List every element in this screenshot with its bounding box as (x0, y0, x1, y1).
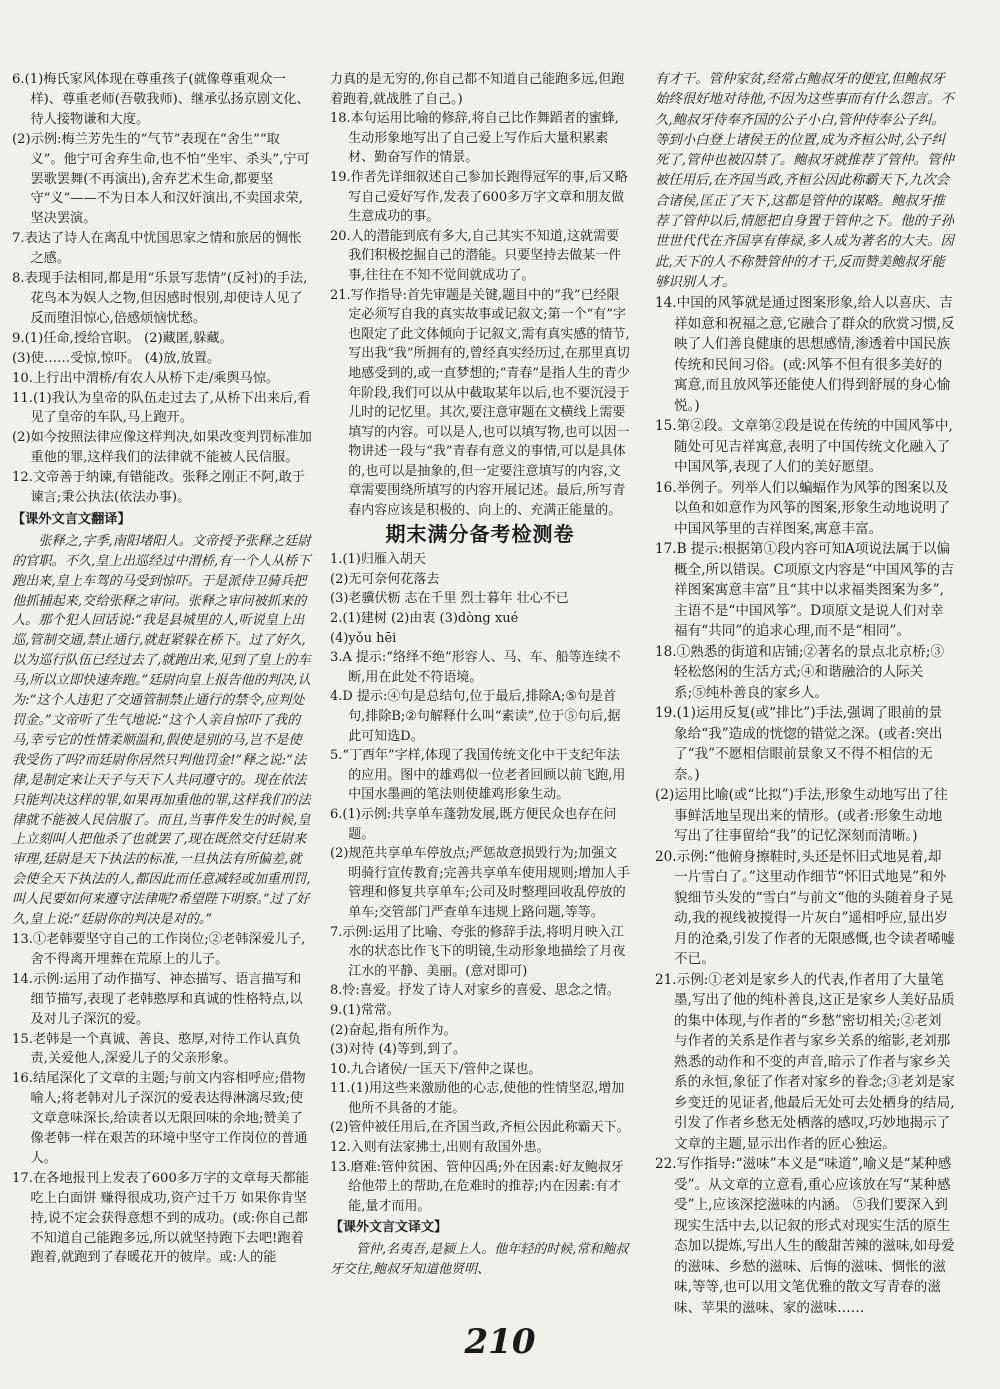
answer-item: 12.文帝善于纳谏,有错能改。张释之刚正不阿,敢于谏言;秉公执法(依法办事)。 (12, 470, 306, 506)
translation-paragraph: 管仲,名夷吾,是颍上人。他年轻的时候,常和鲍叔牙交往,鲍叔牙知道他贤明、 (330, 1242, 629, 1277)
answer-item: 17.B 提示:根据第①段内容可知A项说法属于以偏概全,所以错误。C项原文内容是“中国风筝的吉祥图案寓意丰富”且“其中以求福类图案为多”,主语不是“中国风筝”。D项原文是说人们对幸福有“共同”的追求心理,而不是“相同”。 (655, 541, 954, 640)
translation-label: 【课外文言文译文】 (330, 1220, 448, 1236)
answer-item: 19.(1)运用反复(或“排比”)手法,强调了眼前的景象给“我”造成的恍惚的错觉之深。(或者:突出了“我”不愿相信眼前景象又不得不相信的无奈。) (655, 705, 943, 783)
answer-item: 11.(1)我认为皇帝的队伍走过去了,从桥下出来后,看见了皇帝的车队,马上跑开。 (12, 390, 311, 426)
answer-item: 9.(1)常常。 (330, 1002, 400, 1018)
answer-item: 4.D 提示:④句是总结句,位于最后,排除A;⑤句是首句,排除B;②句解释什么叫“素读”,位于⑤句后,据此可知选D。 (330, 689, 621, 744)
column-middle (330, 70, 630, 1279)
answer-item: 8.表现手法相同,都是用“乐景写悲情”(反衬)的手法,花鸟本为娱人之物,但因感时恨别,却使诗人见了反而堕泪惊心,倍感烦恼忧愁。 (12, 271, 308, 326)
answer-item: 8.怜:喜爱。抒发了诗人对家乡的喜爱、思念之情。 (330, 983, 620, 999)
answer-item: (4)yǒu hēi (330, 630, 397, 646)
column-right (655, 70, 955, 1318)
answer-item: 2.(1)建树 (2)由衷 (3)dòng xué (330, 611, 519, 627)
answer-item: 22.写作指导:“滋味”本义是“味道”,喻义是“某种感受”。从文章的立意看,重心应该放在写“某种感受”上,应该深挖滋味的内涵。 ⑤我们要深入到现实生活中去,以记叙的形式对现实生活的原生态加以提炼,写出人生的酸甜苦辣的滋味,如母爱的滋味、乡愁的滋味、后悔的滋味、惆怅的滋味,等等,也可以用文笔优雅的散文写青春的滋味、苹果的滋味、家的滋味…… (655, 1156, 955, 1316)
answer-item: (2)示例:梅兰芳先生的“气节”表现在“舍生”“取义”。他宁可舍弃生命,也不怕“坐牢、杀头”,宁可罢歌罢舞(不再演出),舍弃艺术生命,都要坚守“义”——不为日本人和汉奸演出,不卖国求荣,坚决罢演。 (12, 131, 310, 227)
answer-item: 3.A 提示:“络绎不绝”形容人、马、车、船等连续不断,用在此处不符语境。 (330, 650, 621, 685)
answer-item: 6.(1)梅氏家风体现在尊重孩子(就像尊重观众一样)、尊重老师(吾敬我师)、继承弘扬京剧文化、待人接物谦和大度。 (12, 72, 310, 127)
answer-item: (2)管仲被任用后,在齐国当政,齐桓公因此称霸天下。 (330, 1120, 630, 1136)
section-title: 期末满分备考检测卷 (385, 521, 575, 546)
answer-item: 10.上行出中渭桥/有农人从桥下走/乘舆马惊。 (12, 370, 280, 386)
answer-item: 力真的是无穷的,你自己都不知道自己能跑多远,但跑着跑着,就战胜了自己。) (330, 72, 625, 107)
answer-item: 16.结尾深化了文章的主题;与前文内容相呼应;借物喻人;将老韩对儿子深沉的爱表达得淋漓尽致;使文章意味深长,给读者以无限回味的余地;赞美了像老韩一样在艰苦的环境中坚守工作岗位的普通人。 (12, 1071, 308, 1166)
answer-item: 11.(1)用这些来激励他的心志,使他的性情坚忍,增加他所不具备的才能。 (330, 1081, 625, 1116)
answer-item: (2)规范共享单车停放点;严惩故意损毁行为;加强文明骑行宣传教育;完善共享单车使用规则;增加人手管理和修复共享单车;公司及时整理回收乱停放的单车;交管部门严查单车违规上路问题,等等。 (330, 846, 630, 920)
column-left (12, 70, 312, 1268)
answer-item: 14.中国的风筝就是通过图案形象,给人以喜庆、吉祥如意和祝福之意,它融合了群众的欣赏习惯,反映了人们善良健康的思想感情,渗透着中国民族传统和民间习俗。(或:风筝不但有很多美好的寓意,而且放风筝还能使人们得到舒展的身心愉悦。) (655, 295, 955, 414)
answer-item: 21.写作指导:首先审题是关键,题目中的“我”已经限定必须写自我的真实故事或记叙文;第一个“有”字也限定了此文体倾向于记叙文,需有真实感的情节,写出我“我”所拥有的,曾经真实经历过,在那里真切地感受到的,或一直梦想的;“青春”是指人生的青少年阶段,我们可以从中截取某年以后,也不要沉浸于儿时的记忆里。其次,要注意审题在文横线上需要填写的内容。可以是人,也可以填写物,也可以因一物讲述一段与“我”青春有意义的事情,可以是具体的,也可以是抽象的,但一定要注意填写的内容,文章需要围绕所填写的内容开展记述。最后,所写青春内容应该是积极的、向上的、充满正能量的。 (330, 287, 630, 519)
answer-item: 9.(1)任命,授给官职。 (2)藏匿,躲藏。 (12, 330, 233, 346)
answer-item: 20.示例:“他俯身擦鞋时,头还是怀旧式地晃着,却一片雪白了。”这里动作细节“怀旧式地晃”和外貌细节头发的“雪白”与前文“他的头随着身子晃动,我的视线被搅得一片灰白”遥相呼应,显出岁月的沧桑,引发了作者的无限感慨,也令读者唏嘘不已。 (655, 848, 955, 968)
answer-item: 17.在各地报刊上发表了600多万字的文章每天都能吃上白面饼 赚得很成功,资产过千万 如果你肯坚持,说不定会获得意想不到的成功。(或:你自己都不知道自己能跑多远,所以就坚持跑下去吧!跑着跑着,就跑到了春暖花开的彼岸。或:人的能 (12, 1170, 309, 1266)
translation-paragraph: 张释之,字季,南阳堵阳人。文帝授予张释之廷尉的官职。不久,皇上出巡经过中渭桥,有一个人从桥下跑出来,皇上车驾的马受到惊吓。于是派侍卫骑兵把他抓捕起来,交给张释之审问。张释之审问被抓来的人。那个犯人回话说:“我是县城里的人,听说皇上出巡,管制交通,禁止通行,就赶紧躲在桥下。过了好久,以为巡行队伍已经过去了,就跑出来,见到了皇上的车马,所以立即快速奔跑。”廷尉向皇上报告他的判决,认为:“这个人违犯了交通管制禁止通行的禁令,应判处罚金。”文帝听了生气地说:“这个人亲自惊吓了我的马,幸亏它的性情柔顺温和,假使是别的马,岂不是使我受伤了吗?而廷尉你居然只判他罚金!”释之说:“法律,是制定来让天子与天下人共同遵守的。现在依法只能判决这样的罪,如果再加重他的罪,这样我们的法律就不能被人民信服了。而且,当事件发生的时候,皇上立刻叫人把他杀了也就罢了,现在既然交付廷尉来审理,廷尉是天下执法的标准,一旦执法有所偏差,就会使全天下执法的人,都因此而任意减轻或加重刑罚,叫人民要如何来遵守法律呢?希望陛下明察。”过了好久,皇上说:“廷尉你的判决是对的。” (12, 533, 311, 928)
answer-item: 6.(1)示例:共享单车蓬勃发展,既方便民众也存在问题。 (330, 806, 617, 842)
answer-item: 10.九合诸侯/一匡天下/管仲之谋也。 (330, 1061, 542, 1077)
answer-item: 19.作者先详细叙述自己参加长跑得冠军的事,后又略写自己爱好写作,发表了600多万字文章和朋友做生意成功的事。 (330, 169, 628, 225)
answer-item: 21.示例:①老刘是家乡人的代表,作者用了大量笔墨,写出了他的纯朴善良,这正是家乡人美好品质的集中体现,与作者的“乡愁”密切相关;②老刘与作者的关系是作者与家乡关系的缩影,老刘那熟悉的动作和不变的声音,暗示了作者与家乡关系的永恒,象征了作者对家乡的眷念;③老刘是家乡变迁的见证者,他最后无处可去处栖身的结局,引发了作者乡愁无处栖落的感叹,巧妙地揭示了文章的主题,显示出作者的匠心独运。 (655, 971, 955, 1152)
page-number: 210 (464, 1322, 536, 1362)
answer-item: 15.老韩是一个真诚、善良、憨厚,对待工作认真负责,关爱他人,深爱儿子的父亲形象。 (12, 1031, 301, 1067)
answer-item: 7.表达了诗人在离乱中忧国思家之情和旅居的惆怅之感。 (12, 231, 302, 267)
answer-item: (2)运用比喻(或“比拟”)手法,形象生动地写出了往事鲜活地呈现出来的情形。(或者:形象生动地写出了往事留给“我”的记忆深刻而清晰。) (655, 787, 948, 845)
answer-item: (2)奋起,指有所作为。 (330, 1022, 457, 1038)
answer-item: (3)老骥伏枥 志在千里 烈士暮年 壮心不已 (330, 591, 569, 607)
answer-item: 14.示例:运用了动作描写、神态描写、语言描写和细节描写,表现了老韩憨厚和真诚的性格特点,以及对儿子深沉的爱。 (12, 971, 303, 1027)
answer-item: (3)对待 (4)等到,到了。 (330, 1042, 467, 1058)
answer-item: 13.①老韩要坚守自己的工作岗位;②老韩深爱儿子,舍不得离开埋葬在荒原上的儿子。 (12, 931, 306, 967)
answer-item: 16.举例子。列举人们以蝙蝠作为风筝的图案以及以鱼和如意作为风筝的图案,形象生动地说明了中国风筝里的吉祥图案,寓意丰富。 (655, 479, 951, 537)
answer-item: (2)无可奈何花落去 (330, 571, 440, 587)
answer-item: (3)使……受惊,惊吓。 (4)放,放置。 (12, 350, 221, 366)
translation-paragraph: 有才干。管仲家贫,经常占鲍叔牙的便宜,但鲍叔牙始终很好地对待他,不因为这些事而有什么怨言。不久,鲍叔牙侍奉齐国的公子小白,管仲侍奉公子纠。等到小白登上诸侯王的位置,成为齐桓公时,公子纠死了,管仲也被囚禁了。鲍叔牙就推荐了管仲。管仲被任用后,在齐国当政,齐桓公因此称霸天下,九次会合诸侯,匡正了天下,这都是管仲的谋略。鲍叔牙推荐了管仲以后,情愿把自身置于管仲之下。他的子孙世世代代在齐国享有俸禄,多人成为著名的大夫。因此,天下的人不称赞管仲的才干,反而赞美鲍叔牙能够识别人才。 (655, 72, 954, 290)
answer-item: 5.“丁酉年”字样,体现了我国传统文化中干支纪年法的应用。图中的雄鸡似一位老者回顾以前飞跑,用中国水墨画的笔法则使雄鸡形象生动。 (330, 748, 626, 803)
answer-item: 20.人的潜能到底有多大,自己其实不知道,这就需要我们积极挖掘自己的潜能。只要坚持去做某一件事,往往在不知不觉间就成功了。 (330, 228, 622, 283)
answer-item: (2)如今按照法律应像这样判决,如果改变判罚标准加重他的罪,这样我们的法律就不能被人民信服。 (12, 430, 312, 466)
answer-item: 7.示例:运用了比喻、夸张的修辞手法,将明月映入江水的状态比作飞下的明镜,生动形象地描绘了月夜江水的平静、美丽。(意对即可) (330, 924, 626, 979)
answer-item: 18.①熟悉的街道和店铺;②著名的景点北京桥;③轻松悠闲的生活方式;④和谐融洽的人际关系;⑤纯朴善良的家乡人。 (655, 643, 945, 701)
answer-item: 1.(1)归雁入胡天 (330, 552, 426, 568)
answer-item: 12.入则有法家拂士,出则有敌国外患。 (330, 1140, 550, 1156)
answer-item: 18.本句运用比喻的修辞,将自己比作舞蹈者的蜜蜂,生动形象地写出了自己爱上写作后大量积累素材、勤奋写作的情景。 (330, 111, 619, 166)
translation-label: 【课外文言文翻译】 (12, 511, 131, 527)
answer-item: 13.磨难:管仲贫困、管仲囚禹;外在因素:好友鲍叔牙给他带上的帮助,在危难时的推荐;内在因素:有才能,量才而用。 (330, 1159, 624, 1214)
answer-item: 15.第②段。文章第②段是说在传统的中国风筝中,随处可见吉祥寓意,表明了中国传统文化融入了中国风筝,表现了人们的美好愿望。 (655, 418, 953, 476)
